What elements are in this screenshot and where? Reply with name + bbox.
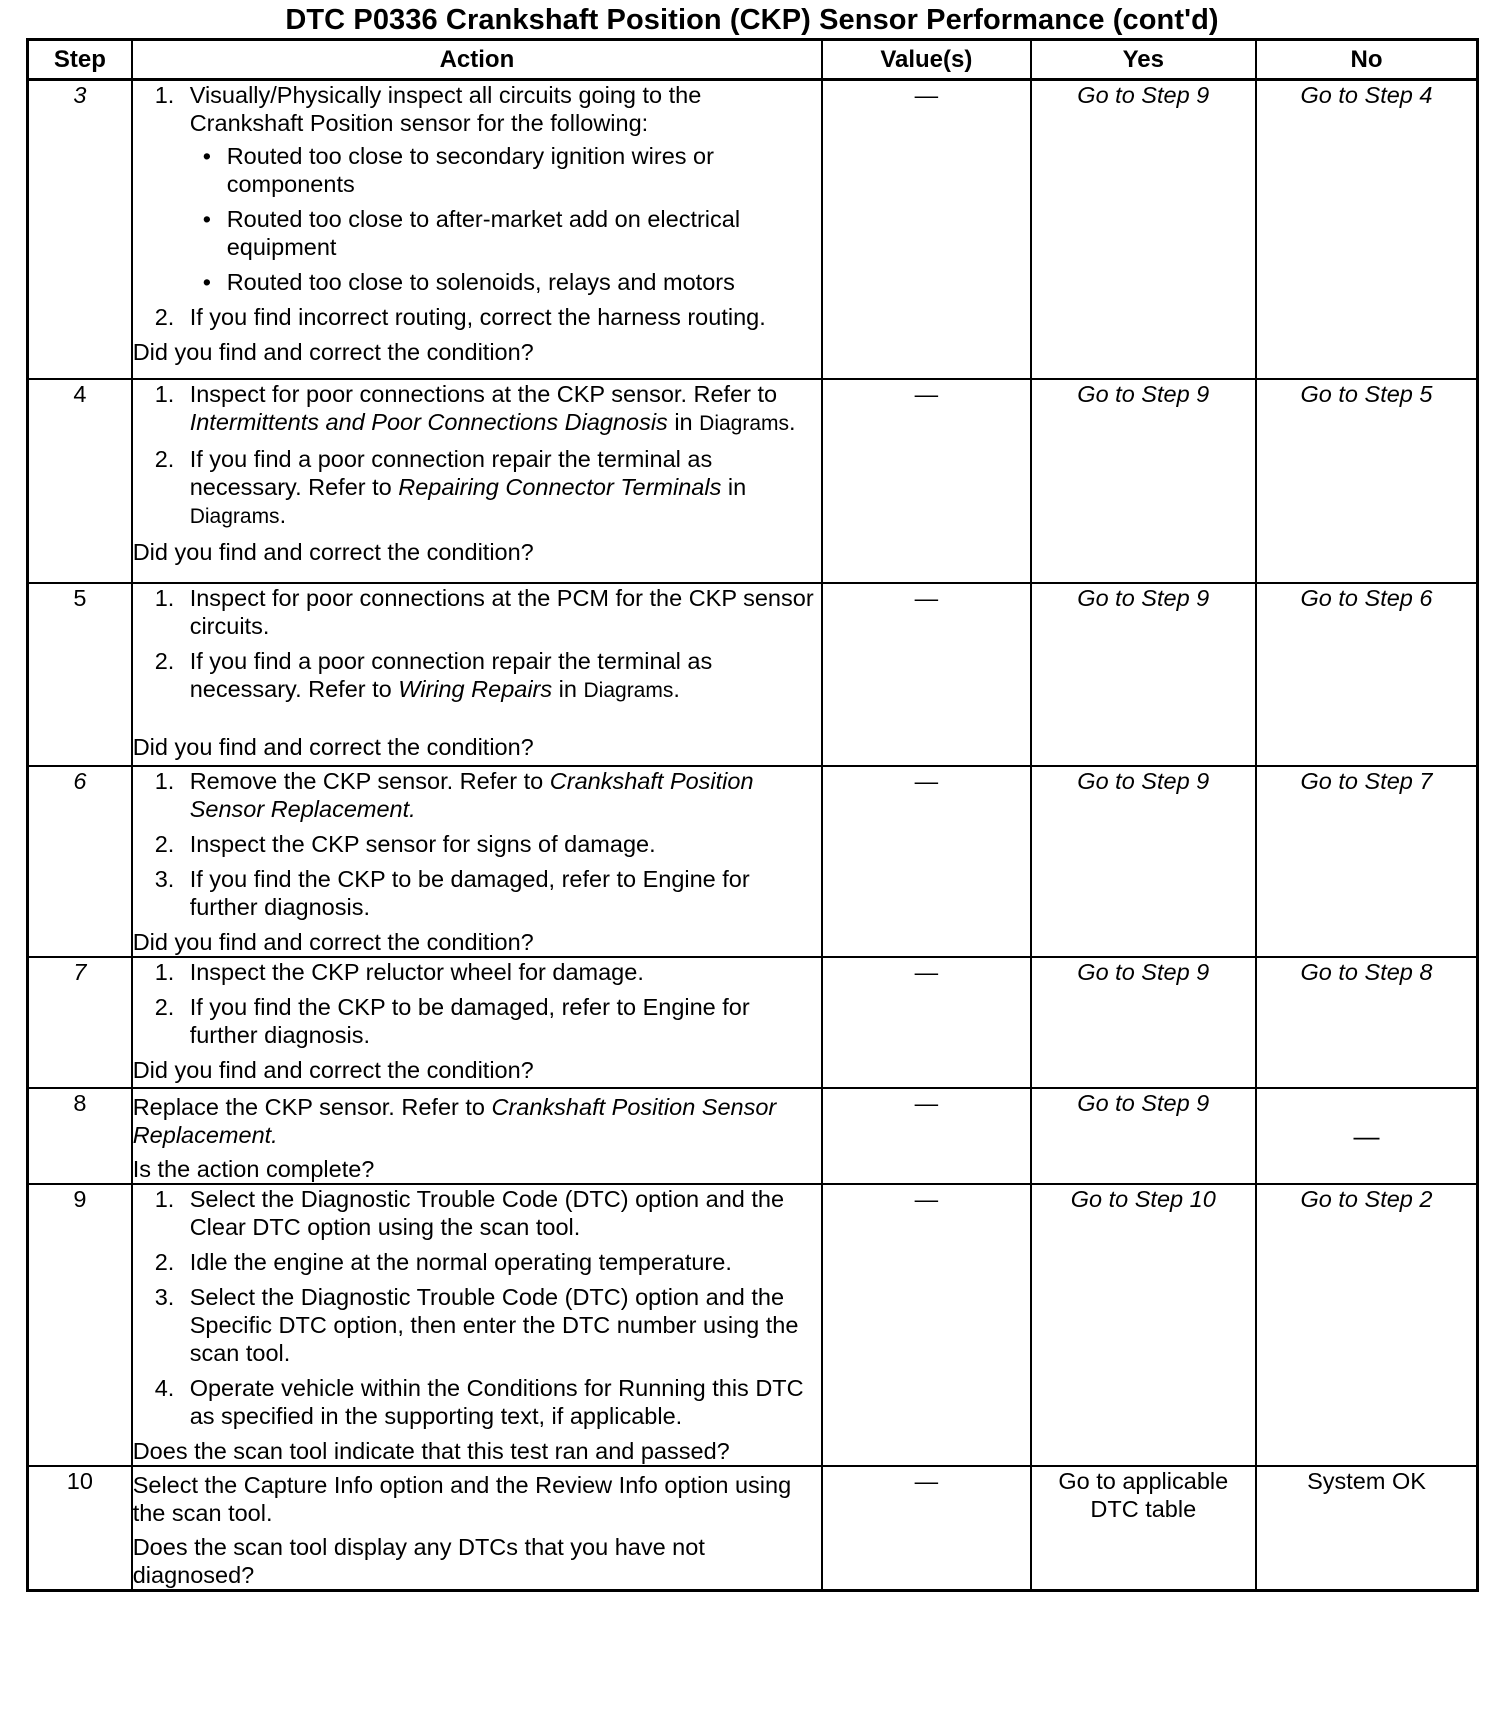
step-text: If you find the CKP to be damaged, refer to Engine for further diagnosis. [189,865,750,920]
yes-result: Go to Step 9 [1031,583,1256,766]
step-text: . [673,675,680,702]
step-number: 6 [28,766,132,957]
yes-result: Go to Step 9 [1031,957,1256,1088]
action-text: Select the Capture Info option and the Review Info option using the scan tool. [132,1471,792,1526]
no-result: System OK [1256,1466,1478,1591]
step-index: 3. [154,865,175,892]
step-text: Operate vehicle within the Conditions for Running this DTC as specified in the supporting text, if applicable. [189,1374,804,1429]
action-question: Is the action complete? [132,1155,375,1182]
yes-result: Go to Step 9 [1031,766,1256,957]
yes-result: Go to Step 9 [1031,1088,1256,1184]
values-cell: — [822,80,1030,379]
no-result: Go to Step 6 [1256,583,1478,766]
no-result: Go to Step 8 [1256,957,1478,1088]
step-index: 1. [154,584,175,611]
step-index: 1. [154,380,175,407]
step-text: If you find a poor connection repair the terminal as necessary. Refer to [189,647,713,702]
step-text: Idle the engine at the normal operating temperature. [189,1248,732,1275]
header-action: Action [132,40,822,80]
manual-reference: Repairing Connector Terminals [398,473,722,500]
table-row-step-9 [28,1184,1478,1466]
step-number: 5 [28,583,132,766]
action-step [133,993,821,1049]
header-values: Value(s) [822,40,1030,80]
table-row-step-4 [28,379,1478,583]
step-text: Select the Diagnostic Trouble Code (DTC) option and the Specific DTC option, then enter the DTC number using the scan tool. [189,1283,799,1366]
page-title: DTC P0336 Crankshaft Position (CKP) Sensor Performance (cont'd) [285,4,1219,36]
action-step [133,647,821,705]
step-index: 1. [154,82,175,108]
action-step [133,380,821,438]
manual-reference: Crankshaft Position Sensor Replacement. [132,1093,777,1148]
action-step [133,767,821,823]
step-text: If you find the CKP to be damaged, refer to Engine for further diagnosis. [189,993,750,1048]
step-number: 8 [28,1088,132,1184]
action-step [133,830,821,858]
step-index: 2. [154,304,175,330]
step-text: . [279,501,287,528]
action-cell [132,1466,822,1591]
step-index: 2. [154,830,175,857]
header-step: Step [28,40,132,80]
step-index: 4. [154,1374,175,1401]
table-row-step-3 [28,80,1478,379]
table-row-step-6 [28,766,1478,957]
action-steps [133,584,821,705]
step-number: 10 [28,1466,132,1591]
table-row-step-10 [28,1466,1478,1591]
action-cell [132,1088,822,1184]
action-cell [132,583,822,766]
values-cell: — [822,379,1030,583]
step-text: Inspect for poor connections at the CKP sensor. Refer to [189,380,778,407]
step-index: 2. [154,993,175,1020]
step-text: Inspect for poor connections at the PCM for the CKP sensor circuits. [189,584,814,639]
action-question: Did you find and correct the condition? [132,733,534,760]
action-question: Does the scan tool display any DTCs that you have not diagnosed? [132,1533,705,1588]
no-result: Go to Step 5 [1256,379,1478,583]
diagnostic-table [26,38,1479,1592]
document-reference: Diagrams [189,504,280,528]
action-step [133,1185,821,1241]
step-number: 3 [28,80,132,379]
step-text: Visually/Physically inspect all circuits going to the Crankshaft Position sensor for the following: [189,82,702,136]
step-index: 2. [154,445,175,472]
manual-reference: Intermittents and Poor Connections Diagnosis [189,408,668,435]
table-row-step-5 [28,583,1478,766]
header-yes: Yes [1031,40,1256,80]
step-text: . [789,408,796,435]
values-cell: — [822,1184,1030,1466]
action-steps [133,958,821,1049]
manual-reference: Crankshaft Position Sensor Replacement. [189,767,754,822]
step-index: 2. [154,647,175,674]
step-text: Select the Diagnostic Trouble Code (DTC) option and the Clear DTC option using the scan tool. [189,1185,785,1240]
header-no: No [1256,40,1478,80]
action-text [133,1093,821,1149]
action-question: Did you find and correct the condition? [132,538,534,565]
action-steps [133,767,821,921]
action-cell [132,957,822,1088]
action-step [133,865,821,921]
yes-result: Go to Step 9 [1031,80,1256,379]
step-text: Remove the CKP sensor. Refer to [189,767,550,794]
step-text: in [721,473,747,500]
step-number: 7 [28,957,132,1088]
bullet-item: • Routed too close to secondary ignition wires or components [190,142,821,198]
bullet-item: • Routed too close to after-market add on electrical equipment [190,205,821,261]
values-cell: — [822,1466,1030,1591]
action-question: Did you find and correct the condition? [132,928,534,955]
action-cell [132,80,822,379]
step-index: 2. [154,1248,175,1275]
no-result: Go to Step 4 [1256,80,1478,379]
step-index: 1. [154,1185,175,1212]
table-row-step-8 [28,1088,1478,1184]
action-cell [132,766,822,957]
action-steps [133,380,821,531]
action-step [133,584,821,640]
yes-result: Go to Step 10 [1031,1184,1256,1466]
step-index: 1. [154,767,175,794]
values-cell: — [822,583,1030,766]
action-step [133,1248,821,1276]
action-steps [133,81,821,331]
step-text: Inspect the CKP sensor for signs of damage. [189,830,656,857]
values-cell: — [822,1088,1030,1184]
table-header-row [28,40,1478,80]
action-step [133,81,821,296]
action-cell [132,379,822,583]
action-step [133,303,821,331]
bullet-list [190,142,821,296]
step-number: 9 [28,1184,132,1466]
values-cell: — [822,766,1030,957]
step-text: Replace the CKP sensor. Refer to [132,1093,492,1120]
step-index: 3. [154,1283,175,1310]
action-question: Did you find and correct the condition? [132,339,534,365]
action-question: Did you find and correct the condition? [132,1056,534,1083]
action-step [133,445,821,531]
bullet-item: • Routed too close to solenoids, relays and motors [190,268,821,296]
no-result: — [1256,1088,1478,1184]
document-reference: Diagrams [583,678,674,702]
document-reference: Diagrams [699,411,790,435]
step-number: 4 [28,379,132,583]
manual-reference: Wiring Repairs [398,675,553,702]
step-text: in [552,675,584,702]
step-index: 1. [154,958,175,985]
step-text: If you find a poor connection repair the terminal as necessary. Refer to [189,445,713,500]
no-result: Go to Step 7 [1256,766,1478,957]
action-step [133,958,821,986]
yes-result: Go to Step 9 [1031,379,1256,583]
yes-result: Go to applicable DTC table [1031,1466,1256,1591]
action-steps [133,1185,821,1430]
action-cell [132,1184,822,1466]
action-question: Does the scan tool indicate that this test ran and passed? [132,1437,730,1464]
step-text: in [667,408,700,435]
action-step [133,1374,821,1430]
values-cell: — [822,957,1030,1088]
action-step [133,1283,821,1367]
no-result: Go to Step 2 [1256,1184,1478,1466]
step-text: Inspect the CKP reluctor wheel for damage. [189,958,644,985]
table-row-step-7 [28,957,1478,1088]
step-text: If you find incorrect routing, correct the harness routing. [189,304,766,330]
